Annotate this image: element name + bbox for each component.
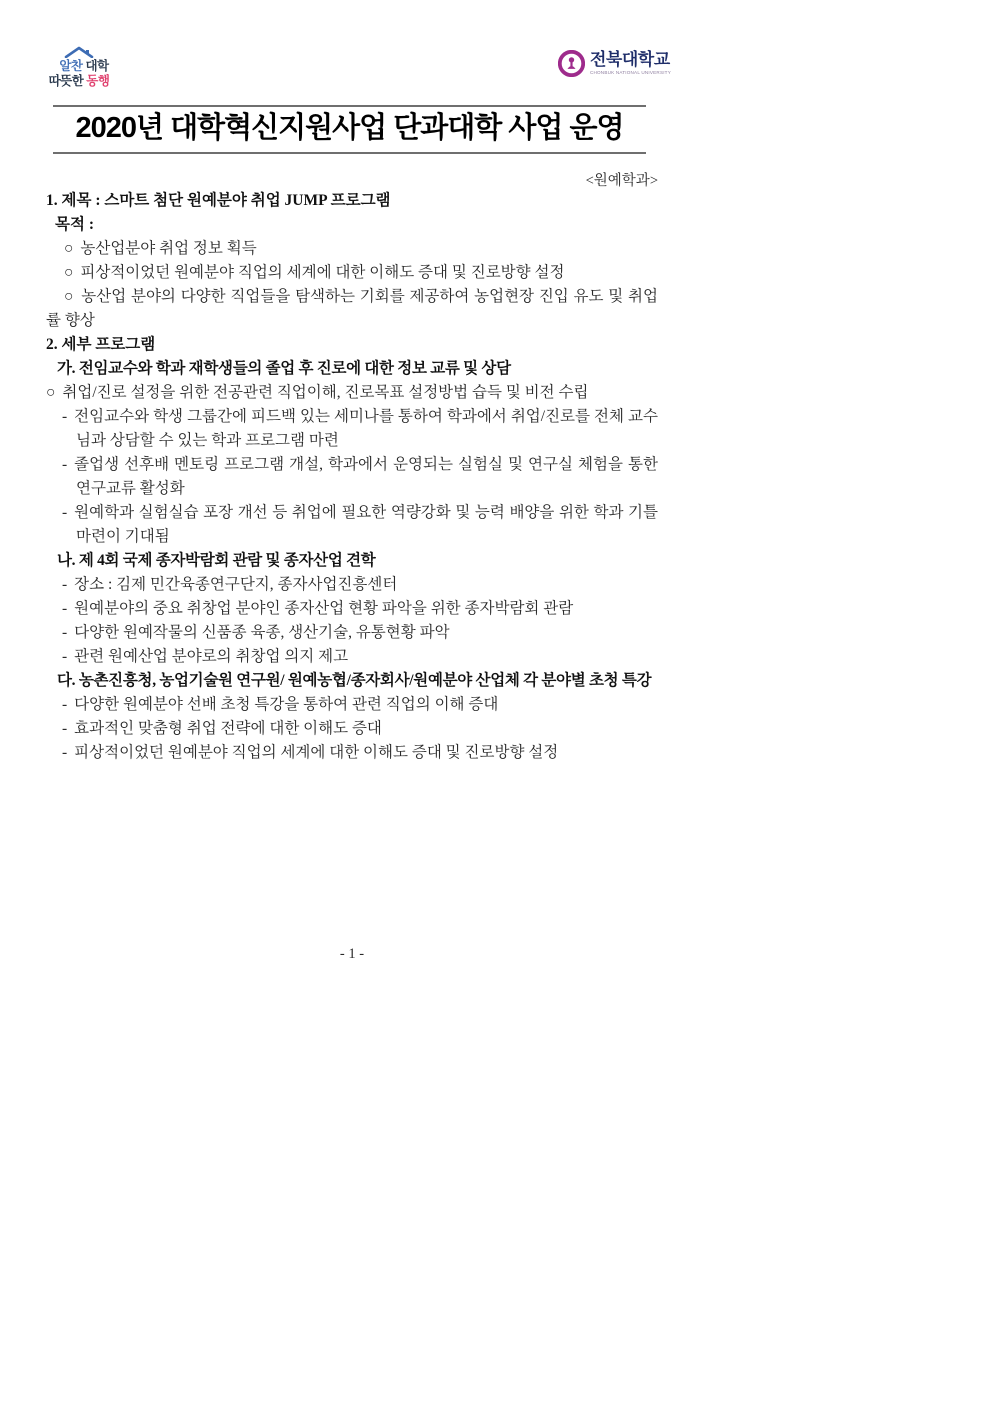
dash-bullet-icon: - (62, 696, 68, 713)
dash-bullet-icon: - (62, 408, 68, 425)
slogan-word-ttatteuthan: 따뜻한 (48, 74, 84, 88)
purpose-label: 목적 : (55, 216, 94, 233)
page-footer (46, 946, 658, 963)
university-logo (558, 50, 671, 77)
purpose-item-text: 농산업 분야의 다양한 직업들을 탐색하는 기회를 제공하여 농업현장 진입 유도 및 취업률 향상 (46, 288, 658, 329)
subsection-a-item (46, 501, 658, 549)
roof-icon (64, 46, 94, 58)
subsection-b-item-text: 다양한 원예작물의 신품종 육종, 생산기술, 유통현황 파악 (74, 624, 450, 641)
university-emblem-icon (558, 50, 585, 77)
university-name-block (590, 50, 671, 76)
dash-bullet-icon: - (62, 576, 68, 593)
slogan-word-donghaeng: 동행 (86, 74, 110, 88)
subsection-b-item (46, 597, 658, 621)
title-banner (53, 105, 646, 154)
department-tag: <원예학과> (585, 173, 658, 189)
subsection-c-item (46, 693, 658, 717)
subsection-b-item-text: 장소 : 김제 민간육종연구단지, 종자사업진흥센터 (74, 576, 398, 593)
subsection-b-item (46, 621, 658, 645)
dash-bullet-icon: - (62, 504, 68, 521)
document-body (46, 189, 658, 765)
page-title: 2020년 대학혁신지원사업 단과대학 사업 운영 (75, 112, 624, 144)
purpose-item (46, 285, 658, 333)
subsection-b-item (46, 573, 658, 597)
subsection-c-heading: 다. 농촌진흥청, 농업기술원 연구원/ 원예농협/종자회사/원예분야 산업체 각 분야별 초청 특강 (57, 672, 652, 689)
circle-bullet-icon: ○ (64, 288, 75, 305)
purpose-item (46, 261, 658, 285)
dash-bullet-icon: - (62, 456, 68, 473)
slogan-logo (44, 46, 114, 89)
slogan-line-2 (44, 74, 114, 89)
purpose-item-text: 농산업분야 취업 정보 획득 (80, 240, 257, 257)
subsection-a-heading: 가. 전임교수와 학과 재학생들의 졸업 후 진로에 대한 정보 교류 및 상담 (57, 360, 511, 377)
subsection-a-item (46, 405, 658, 453)
page-number: - 1 - (339, 946, 365, 962)
subsection-a-item-text: 전임교수와 학생 그룹간에 피드백 있는 세미나를 통하여 학과에서 취업/진로를 전체 교수님과 상담할 수 있는 학과 프로그램 마련 (74, 408, 658, 449)
subsection-c-item (46, 717, 658, 741)
purpose-item-text: 피상적이었던 원예분야 직업의 세계에 대한 이해도 증대 및 진로방향 설정 (80, 264, 565, 281)
dash-bullet-icon: - (62, 624, 68, 641)
subsection-a-item (46, 453, 658, 501)
subsection-b-item (46, 645, 658, 669)
subsection-c-item (46, 741, 658, 765)
university-name-en: CHONBUK NATIONAL UNIVERSITY (590, 70, 671, 75)
slogan-line-1 (44, 59, 114, 74)
subsection-a-circle-text: 취업/진로 설정을 위한 전공관련 직업이해, 진로목표 설정방법 습득 및 비전 수립 (62, 384, 589, 401)
section-2-heading: 2. 세부 프로그램 (46, 336, 156, 353)
subsection-a-item-text: 원예학과 실험실습 포장 개선 등 취업에 필요한 역량강화 및 능력 배양을 위한 학과 기틀 마련이 기대됨 (74, 504, 658, 545)
circle-bullet-icon: ○ (46, 384, 56, 401)
slogan-word-daehak: 대학 (85, 59, 109, 73)
subsection-b-heading: 나. 제 4회 국제 종자박람회 관람 및 종자산업 견학 (57, 552, 376, 569)
dash-bullet-icon: - (62, 720, 68, 737)
circle-bullet-icon: ○ (64, 264, 74, 281)
subsection-c-item-text: 다양한 원예분야 선배 초청 특강을 통하여 관련 직업의 이해 증대 (74, 696, 499, 713)
subsection-a-item-text: 졸업생 선후배 멘토링 프로그램 개설, 학과에서 운영되는 실험실 및 연구실 체험을 통한 연구교류 활성화 (74, 456, 658, 497)
slogan-word-alchan: 알찬 (59, 59, 83, 73)
subsection-c-item-text: 피상적이었던 원예분야 직업의 세계에 대한 이해도 증대 및 진로방향 설정 (74, 744, 559, 761)
dash-bullet-icon: - (62, 744, 68, 761)
university-name: 전북대학교 (590, 50, 670, 69)
circle-bullet-icon: ○ (64, 240, 74, 257)
dash-bullet-icon: - (62, 600, 68, 617)
dash-bullet-icon: - (62, 648, 68, 665)
subsection-b-item-text: 원예분야의 중요 취창업 분야인 종자산업 현황 파악을 위한 종자박람회 관람 (74, 600, 574, 617)
purpose-item (46, 237, 658, 261)
section-1-heading: 1. 제목 : 스마트 첨단 원예분야 취업 JUMP 프로그램 (46, 192, 391, 209)
subsection-c-item-text: 효과적인 맞춤형 취업 전략에 대한 이해도 증대 (74, 720, 382, 737)
subsection-b-item-text: 관련 원예산업 분야로의 취창업 의지 제고 (74, 648, 349, 665)
subsection-a-circle-item (46, 381, 658, 405)
